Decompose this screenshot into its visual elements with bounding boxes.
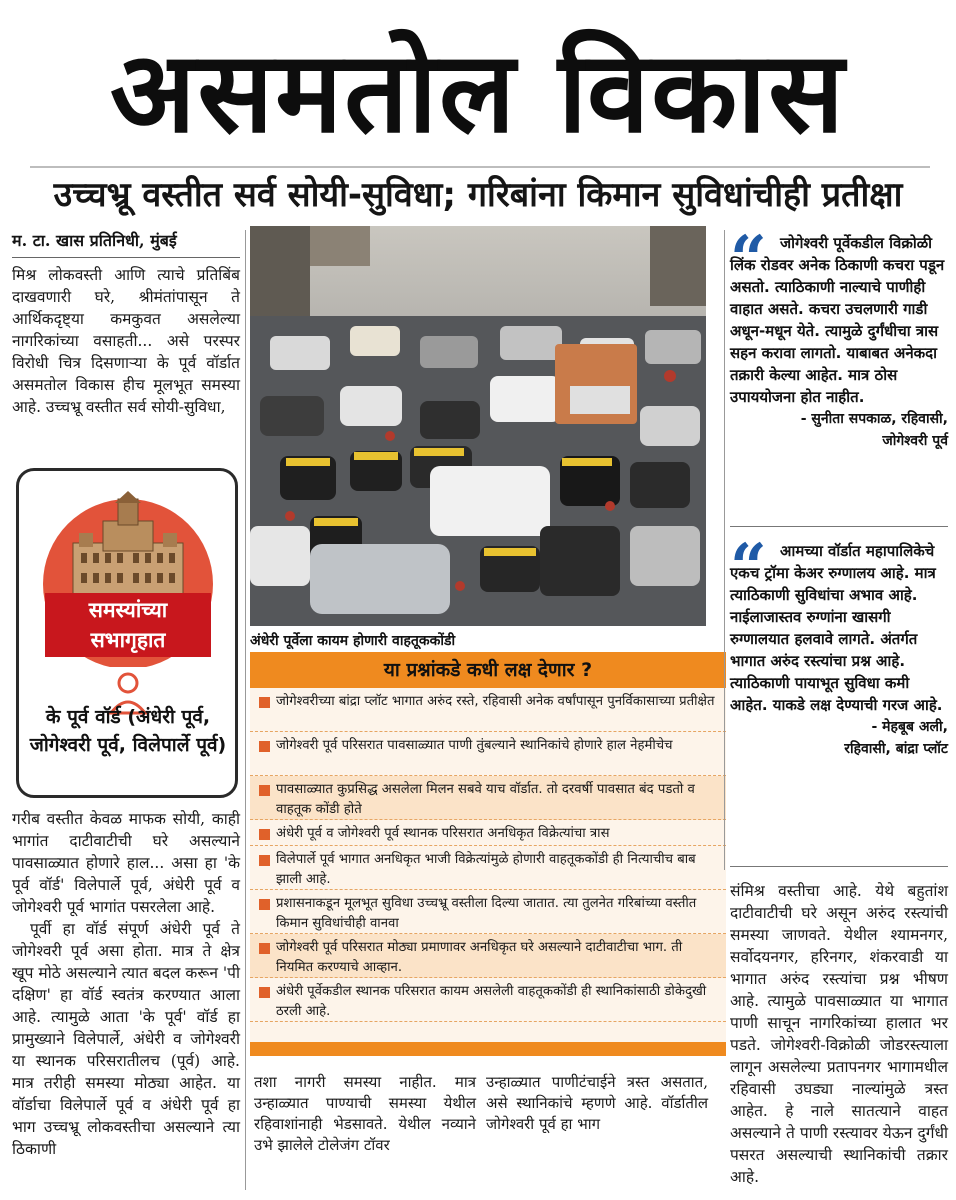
issue-item bbox=[250, 846, 726, 890]
headline: असमतोल विकास bbox=[109, 28, 847, 158]
series-logo bbox=[16, 468, 238, 798]
lower-left-text bbox=[12, 808, 240, 1160]
quote-1-author: - सुनीता सपकाळ, रहिवासी, bbox=[800, 411, 948, 427]
bullet-icon bbox=[259, 829, 270, 840]
issues-bottom-bar bbox=[250, 1042, 726, 1056]
logo-banner-line1: समस्यांच्या bbox=[88, 598, 168, 622]
issue-text: अंधेरी पूर्वेकडील स्थानक परिसरात कायम असलेली वाहतूककोंडी ही स्थानिकांसाठी डोकेदुखी ठरली आहे. bbox=[276, 984, 707, 1019]
issue-item bbox=[250, 776, 726, 820]
subhead: उच्चभ्रू वस्तीत सर्व सोयी-सुविधा; गरिबांना किमान सुविधांचीही प्रतीक्षा bbox=[53, 175, 903, 215]
bullet-icon bbox=[259, 855, 270, 866]
issue-item bbox=[250, 820, 726, 846]
issue-item bbox=[250, 732, 726, 776]
traffic-photo bbox=[250, 226, 706, 626]
issue-item bbox=[250, 890, 726, 934]
bullet-icon bbox=[259, 899, 270, 910]
quote-1 bbox=[730, 222, 948, 452]
column-divider bbox=[724, 230, 725, 870]
quote-2-text: आमच्या वॉर्डात महापालिकेचे एकच ट्रॉमा केअर रुग्णालय आहे. मात्र त्याठिकाणी सुविधांचा अभाव आहे. नाईलाजास्तव रुग्णांना खासगी रुग्णालयात हलवावे लागते. अंतर्गत भागात अरुंद रस्त्यांचा प्रश्न आहे. त्याठिकाणी पायाभूत सुविधा कमी आहेत. याकडे लक्ष देण्याची गरज आहे. bbox=[730, 542, 943, 714]
issue-item bbox=[250, 934, 726, 978]
bullet-icon bbox=[259, 943, 270, 954]
quote-2 bbox=[730, 530, 948, 760]
quote-1-author-place: जोगेश्वरी पूर्व bbox=[882, 433, 948, 449]
issue-text: प्रशासनाकडून मूलभूत सुविधा उच्चभ्रू वस्तीला दिल्या जातात. त्या तुलनेत गरिबांच्या वस्तीत किमान सुविधांचीही वानवा bbox=[276, 896, 697, 931]
quote-mark-icon: “ bbox=[730, 530, 767, 605]
issue-item bbox=[250, 688, 726, 732]
quote-divider bbox=[730, 526, 948, 527]
lower-left-para-1: गरीब वस्तीत केवळ माफक सोयी, काही भागांत दाटीवाटीची घरे असल्याने पावसाळ्यात होणारे हाल... असा हा 'के पूर्व वॉर्ड' विलेपार्ले पूर्व, अंधेरी पूर्व व जोगेश्वरी पूर्व भागांत पसरलेला आहे. bbox=[12, 810, 240, 916]
quote-1-text: जोगेश्वरी पूर्वेकडील विक्रोळी लिंक रोडवर अनेक ठिकाणी कचरा पडून असतो. त्याठिकाणी नाल्याचे पाणीही वाहात असते. कचरा उचलणारी गाडी अधून-मधून येते. त्यामुळे दुर्गंधीचा त्रास सहन करावा लागतो. याबाबत अनेकदा तक्रारी केल्या आहेत. मात्र ठोस उपाययोजना होत नाहीत. bbox=[730, 234, 945, 406]
column-divider bbox=[245, 230, 246, 1190]
bullet-icon bbox=[259, 785, 270, 796]
quote-mark-icon: “ bbox=[730, 222, 767, 297]
quote-divider bbox=[730, 866, 948, 867]
right-lower-text: संमिश्र वस्तीचा आहे. येथे बहुतांश दाटीवाटीची घरे असून अरुंद रस्त्यांची समस्या जाणवते. येथील श्यामनगर, सर्वोदयनगर, हरिनगर, शंकरवाडी या भागात अरुंद रस्त्यांचा प्रश्न भीषण आहे. त्यामुळे पावसाळ्यात या भागात पाणी साचून नागरिकांच्या हालात भर पडते. जोगेश्वरी-विक्रोळी जोडरस्त्याला लागून असलेल्या प्रतापनगर भागामधील रहिवासी उघड्या नाल्यांमुळे त्रस्त आहेत. हे नाले सातत्याने वाहत असल्याने ते पाणी रस्त्यावर येऊन दुर्गंधी पसरत असल्याची स्थानिकांची तक्रार आहे. bbox=[730, 882, 948, 1186]
issue-text: जोगेश्वरी पूर्व परिसरात पावसाळ्यात पाणी तुंबल्याने स्थानिकांचे होणारे हाल नेहमीचेच bbox=[276, 738, 673, 753]
middle-text-col-a: तशा नागरी समस्या नाहीत. मात्र उन्हाळ्यात पाण्याची समस्या येथील रहिवाशांनाही भेडसावते. येथील नव्याने उभे झालेले टोलेजंग टॉवर bbox=[254, 1073, 476, 1154]
quote-2-author: - मेहबूब अली, bbox=[871, 719, 948, 735]
issue-text: विलेपार्ले पूर्व भागात अनधिकृत भाजी विक्रेत्यांमुळे होणारी वाहतूककोंडी ही नित्याचीच बाब झाली आहे. bbox=[276, 852, 696, 887]
issue-text: अंधेरी पूर्व व जोगेश्वरी पूर्व स्थानक परिसरात अनधिकृत विक्रेत्यांचा त्रास bbox=[276, 826, 610, 841]
issue-text: जोगेश्वरीच्या बांद्रा प्लॉट भागात अरुंद रस्ते, रहिवासी अनेक वर्षांपासून पुनर्विकासाच्या प्रतीक्षेत bbox=[276, 694, 715, 709]
traffic-jam-illustration bbox=[250, 226, 706, 626]
issue-text: पावसाळ्यात कुप्रसिद्ध असलेला मिलन सबवे याच वॉर्डात. तो दरवर्षी पावसात बंद पडतो व वाहतूक कोंडी होते bbox=[276, 782, 695, 817]
issue-text: जोगेश्वरी पूर्व परिसरात मोठ्या प्रमाणावर अनधिकृत घरे असल्याने दाटीवाटीचा भाग. ती नियमित करण्याचे आव्हान. bbox=[276, 940, 683, 975]
logo-banner bbox=[45, 593, 211, 657]
lower-left-para-2: पूर्वी हा वॉर्ड संपूर्ण अंधेरी पूर्व ते जोगेश्वरी पूर्व असा होता. मात्र ते क्षेत्र खूप मोठे असल्याने त्यात बदल करून 'पी दक्षिण' हा वॉर्ड स्वतंत्र करण्यात आला आहे. त्यामुळे आता 'के पूर्व' वॉर्ड हा प्रामुख्याने विलेपार्ले, अंधेरी व जोगेश्वरी या स्थानक परिसरातीलच (पूर्व) आहे. मात्र तरीही समस्या मोठ्या आहेत. या वॉर्डाचा विलेपार्ले पूर्व व अंधेरी पूर्व हा भाग उच्चभ्रू लोकवस्तीचा असल्याने त्या ठिकाणी bbox=[12, 920, 240, 1158]
issue-item bbox=[250, 978, 726, 1022]
bullet-icon bbox=[259, 741, 270, 752]
issues-box bbox=[250, 652, 726, 1056]
bullet-icon bbox=[259, 697, 270, 708]
byline-rule bbox=[12, 257, 240, 258]
middle-text-col-b: उन्हाळ्यात पाणीटंचाईने त्रस्त असतात, असे स्थानिकांचे म्हणणे आहे. वॉर्डातील जोगेश्वरी पूर्व हा भाग bbox=[486, 1073, 708, 1133]
byline: म. टा. खास प्रतिनिधी, मुंबई bbox=[12, 231, 177, 250]
headline-rule bbox=[30, 166, 930, 168]
intro-paragraph: मिश्र लोकवस्ती आणि त्याचे प्रतिबिंब दाखवणारी घरे, श्रीमंतांपासून ते आर्थिकदृष्ट्या कमकुवत असलेल्या नागरिकांच्या वसाहती... असे परस्पर विरोधी चित्र दिसणाऱ्या के पूर्व वॉर्डात असमतोल विकास हीच मूलभूत समस्या आहे. उच्चभ्रू वस्तीत सर्व सोयी-सुविधा, bbox=[12, 266, 240, 416]
quote-2-author-place: रहिवासी, बांद्रा प्लॉट bbox=[844, 741, 948, 757]
logo-banner-line2: सभागृहात bbox=[90, 628, 166, 652]
bullet-icon bbox=[259, 987, 270, 998]
ward-title: के पूर्व वॉर्ड (अंधेरी पूर्व, जोगेश्वरी पूर्व, विलेपार्ले पूर्व) bbox=[29, 706, 227, 756]
issues-title: या प्रश्नांकडे कधी लक्ष देणार ? bbox=[250, 652, 726, 688]
photo-caption: अंधेरी पूर्वेला कायम होणारी वाहतूककोंडी bbox=[250, 633, 456, 649]
municipal-building-icon bbox=[63, 491, 193, 601]
